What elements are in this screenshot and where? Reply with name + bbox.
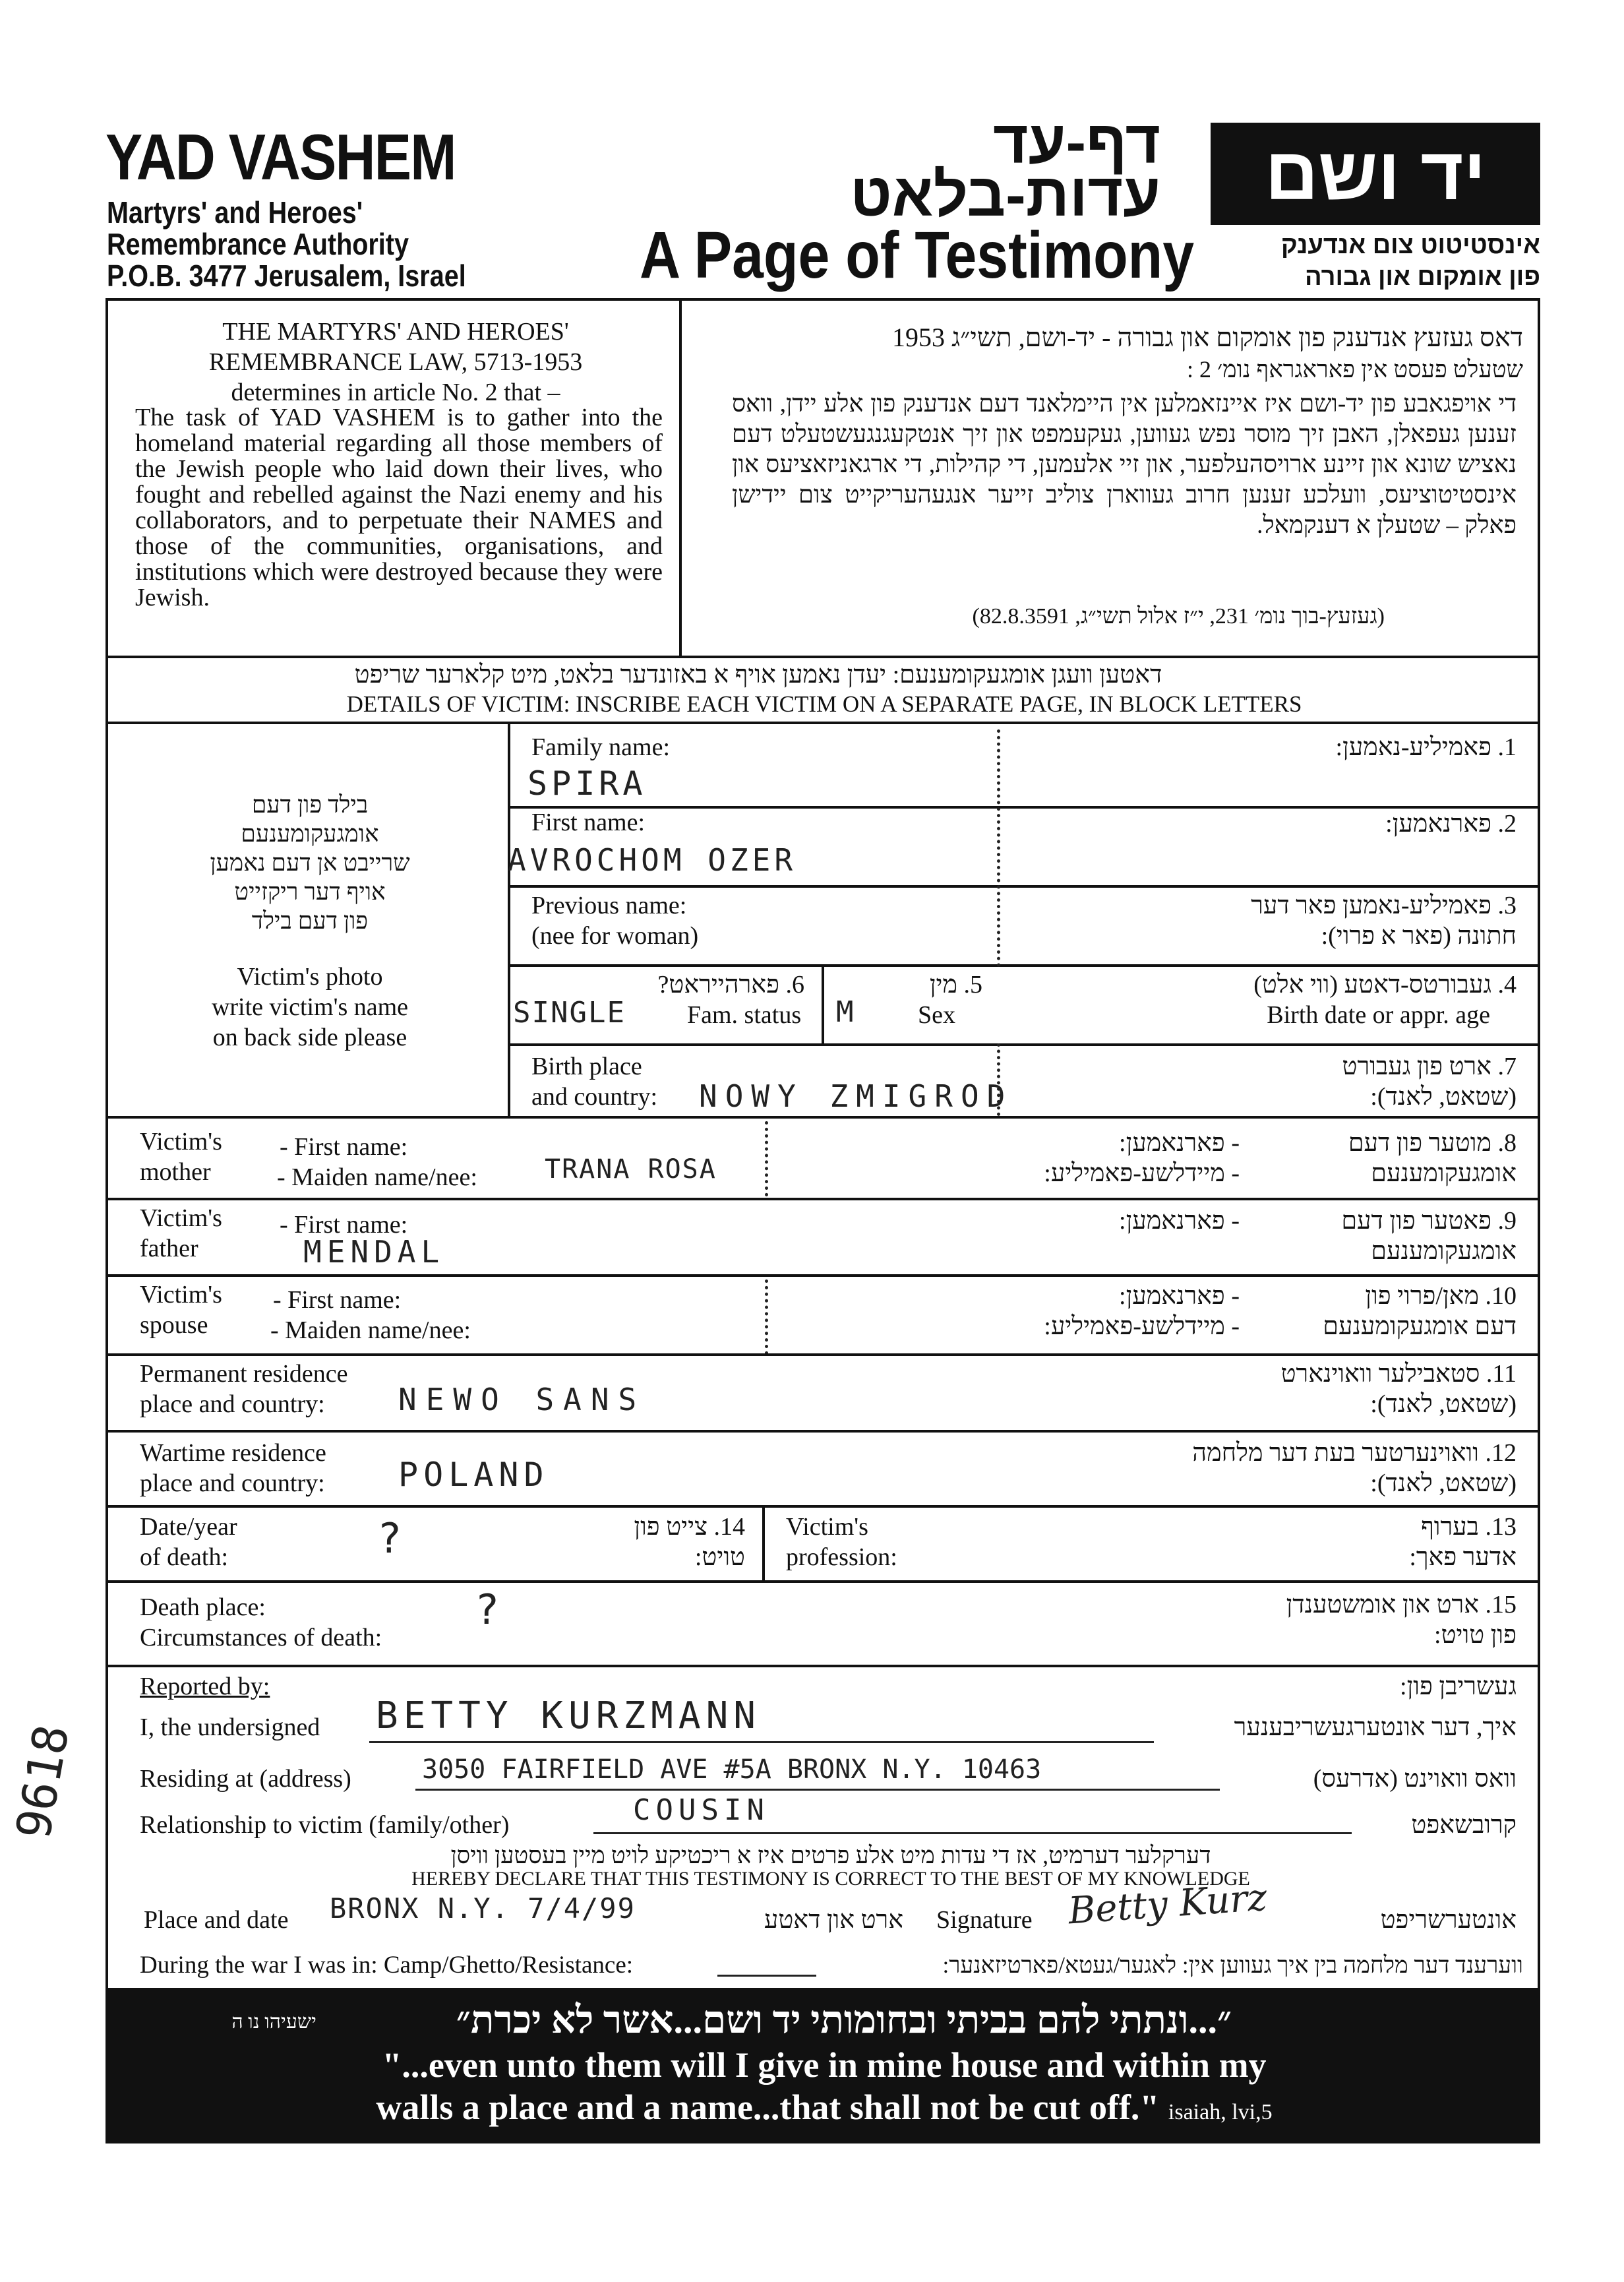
relationship-line — [593, 1832, 1352, 1834]
spouse-label — [140, 1280, 222, 1340]
photo-en-2: write victim's name — [211, 993, 409, 1021]
status-sex-divider — [822, 964, 824, 1043]
dotted-divider-4 — [765, 1280, 768, 1355]
spouse-label-1: Victim's — [140, 1281, 222, 1309]
mother-maiden-label: - Maiden name/nee: — [277, 1163, 477, 1191]
footer-heb-quote: ״...ונתתי להם בביתי ובחומותי יד ושם...אשר לא יכרת״ — [456, 1998, 1232, 2041]
law-heb-sub: שטעלט פעסט אין פאראגראף נומ׳ 2 : — [1186, 356, 1523, 383]
undersigned-value: BETTY KURZMANN — [376, 1694, 762, 1737]
row-line-14 — [105, 1665, 1540, 1667]
undersigned-heb: איך, דער אונטערגעשריבענער — [1234, 1713, 1517, 1741]
address-heb: וואס וואוינט (אדרעס) — [1313, 1765, 1517, 1793]
mother-fields — [277, 1132, 477, 1192]
birth-place-heb — [1029, 1051, 1517, 1112]
profession-label-1: Victim's — [786, 1513, 868, 1541]
death-date-heb-1: 14. צייט פון — [634, 1513, 745, 1541]
status-heb: 6. פארהייראט? — [657, 971, 804, 999]
father-heb-1: 9. פאטער פון דעם — [1341, 1207, 1517, 1235]
org-address: P.O.B. 3477 Jerusalem, Israel — [107, 259, 466, 293]
family-name-heb: 1. פאמיליע-נאמען: — [1335, 733, 1517, 761]
details-heading-heb: דאטען וועגן אומגעקומענעם: יעדן נאמען אויף א באזונדער בלאט, מיט קלארער שריפט — [354, 661, 1162, 689]
relationship-label: Relationship to victim (family/other) — [140, 1811, 510, 1839]
org-line-2: Remembrance Authority — [107, 227, 409, 261]
row-line-9 — [105, 1274, 1540, 1277]
father-first-label: - First name: — [280, 1211, 408, 1239]
mother-maiden-heb: - מיידלשע-פאמיליע: — [1044, 1159, 1240, 1187]
place-date-heb: ארט און דאטע — [764, 1906, 903, 1934]
declaration: HEREBY DECLARE THAT THIS TESTIMONY IS CORRECT TO THE BEST OF MY KNOWLEDGE — [411, 1868, 1250, 1890]
first-name-label: First name: — [531, 809, 646, 836]
photo-divider — [508, 722, 510, 1116]
death-date-heb — [541, 1512, 745, 1572]
death-place-label — [140, 1592, 382, 1653]
profession-label — [786, 1512, 897, 1572]
footer-quote-line-2-text: walls a place and a name...that shall not be cut off." — [376, 2087, 1160, 2127]
footer-quote-ref: isaiah, lvi,5 — [1168, 2100, 1273, 2124]
mother-heb-2: אומגעקומענעם — [1371, 1159, 1517, 1187]
row-line-8 — [105, 1198, 1540, 1200]
war-residence-heb-2: (שטאט, לאנד): — [1370, 1469, 1517, 1497]
war-location-heb: ווערענד דער מלחמה בין איך געווען אין: לאגער/געטא/פארטיזאנער: — [942, 1952, 1523, 1978]
death-place-value: ? — [475, 1586, 504, 1634]
profession-heb-2: אדער פאך: — [1409, 1543, 1517, 1571]
previous-name-label-2: (nee for woman) — [531, 922, 699, 950]
war-residence-value: POLAND — [398, 1456, 549, 1494]
spouse-label-2: spouse — [140, 1311, 208, 1339]
logo-subtitle-2: פון אומקום און גבורה — [1305, 263, 1540, 291]
photo-instructions — [125, 962, 495, 1053]
perm-residence-heb-1: 11. סטאבילער וואוינארט — [1280, 1360, 1517, 1388]
war-residence-heb-1: 12. וואוינערטער בעת דער מלחמה — [1192, 1439, 1517, 1467]
death-date-value: ? — [377, 1514, 406, 1562]
mother-label — [140, 1126, 222, 1187]
law-heb-body: די אויפגאבע פון יד-ושם איז איינזאמלען אין היימלאנד דעם אנדענק פון אלע יידן, וואס זענען געפאלן, האבן זיך מוסר נפש געווען, געקעמפט און זיך אנטקעגנגעשטעלט דעם נאציש שונא און זיינע ארויסהעלפער, און זיי אלעמען, די קהילות, די ארגאניזאציעס און אינסטיטוציעס, וועלכע זענען חרוב געווארן צוליב זייער אנגעהעריקייט צום יידישן פאלק – שטעלן א דענקמאל. — [732, 390, 1517, 539]
details-heading: DETAILS OF VICTIM: INSCRIBE EACH VICTIM ON A SEPARATE PAGE, IN BLOCK LETTERS — [346, 691, 1302, 717]
photo-heb-3: שרייבט אן דעם נאמען — [210, 849, 410, 876]
death-date-label-1: Date/year — [140, 1513, 237, 1541]
birth-place-label-1: Birth place — [531, 1053, 642, 1080]
death-place-label-2: Circumstances of death: — [140, 1624, 382, 1651]
spouse-maiden-label: - Maiden name/nee: — [270, 1316, 471, 1344]
death-date-heb-2: טויט: — [694, 1543, 745, 1571]
status-label: Fam. status — [687, 1001, 802, 1029]
relationship-value: COUSIN — [633, 1793, 769, 1827]
birth-place-label-2: and country: — [531, 1083, 658, 1111]
family-name-value: SPIRA — [527, 764, 647, 803]
footer-quote-line-2 — [145, 2085, 1503, 2134]
perm-residence-heb-2: (שטאט, לאנד): — [1370, 1390, 1517, 1418]
sex-heb: 5. מין — [929, 971, 982, 999]
perm-residence-heb — [1029, 1359, 1517, 1419]
perm-residence-label — [140, 1359, 347, 1419]
law-title-2: REMEMBRANCE LAW, 5713-1953 — [208, 348, 583, 376]
photo-en-1: Victim's photo — [237, 963, 383, 991]
signature-heb: אונטערשריפט — [1380, 1906, 1517, 1934]
death-place-heb-1: 15. ארט און אומשטענדן — [1286, 1591, 1517, 1619]
row-line-10 — [105, 1353, 1540, 1356]
row-line-11 — [105, 1430, 1540, 1433]
previous-name-heb — [1029, 890, 1517, 951]
page-title: A Page of Testimony — [640, 218, 1195, 292]
address-value: 3050 FAIRFIELD AVE #5A BRONX N.Y. 10463 — [422, 1754, 1042, 1785]
logo-subtitle-1: אינסטיטוט צום אנדענק — [1280, 231, 1540, 259]
first-name-value: AVROCHOM OZER — [508, 842, 797, 878]
father-heb — [1253, 1206, 1517, 1266]
undersigned-label: I, the undersigned — [140, 1713, 320, 1741]
row-line-13 — [105, 1580, 1540, 1583]
previous-name-heb-2: חתונה (פאר א פרוי): — [1321, 922, 1517, 950]
signature-label: Signature — [936, 1906, 1033, 1934]
law-body: The task of YAD VASHEM is to gather into the homeland material regarding all those members of the Jewish people who laid down their lives, who fought and rebelled against the Nazi enemy and his collaborators, and to perpetuate their NAMES and those of the communities, organisations, and institutions which were destroyed because they were Jewish. — [135, 404, 663, 611]
law-heb-title: דאס געזעץ אנדענק פון אומקום און גבורה - יד-ושם, תשי״ג 1953 — [892, 323, 1523, 352]
previous-name-label-1: Previous name: — [531, 892, 687, 919]
law-title-1: THE MARTYRS' AND HEROES' — [222, 318, 569, 346]
spouse-first-label: - First name: — [273, 1286, 402, 1314]
mother-heb — [1253, 1128, 1517, 1188]
perm-residence-label-2: place and country: — [140, 1390, 325, 1418]
father-value: MENDAL — [303, 1234, 445, 1270]
status-value: SINGLE — [513, 996, 626, 1030]
profession-label-2: profession: — [786, 1543, 897, 1571]
previous-name-label — [531, 890, 698, 951]
spouse-heb-1: 10. מאן/פרוי פון — [1365, 1282, 1517, 1310]
margin-note: 9618 — [5, 1720, 80, 1843]
photo-heb-4: אויף דער ריקזייט — [234, 879, 386, 905]
father-first-heb: - פארנאמען: — [1119, 1207, 1240, 1235]
birth-place-heb-2: (שטאט, לאנד): — [1370, 1083, 1517, 1111]
dotted-divider-1 — [997, 729, 1000, 967]
mother-label-2: mother — [140, 1158, 211, 1186]
mother-label-1: Victim's — [140, 1128, 222, 1156]
place-date-value: BRONX N.Y. 7/4/99 — [330, 1892, 636, 1925]
photo-instructions-heb — [125, 790, 495, 935]
signature-value: Betty Kurz — [1067, 1876, 1269, 1933]
declaration-heb: דערקלער דערמיט, אז די עדות מיט אלע פרטים איז א ריכטיקע לויט מיין בעסטען וויסן — [450, 1842, 1211, 1868]
row-line-4 — [508, 1043, 1540, 1046]
org-name: YAD VASHEM — [105, 121, 456, 193]
previous-name-heb-1: 3. פאמיליע-נאמען פאר דער — [1251, 892, 1517, 919]
birth-date-heb: 4. געבורטס-דאטע (ווי אלט) — [1253, 971, 1517, 999]
spouse-heb-fields — [910, 1281, 1240, 1341]
war-residence-label-1: Wartime residence — [140, 1439, 326, 1467]
org-line-1: Martyrs' and Heroes' — [107, 195, 363, 230]
photo-heb-5: פון דעם בילד — [251, 908, 369, 934]
photo-heb-1: בילד פון דעם — [251, 791, 369, 818]
dotted-divider-3 — [765, 1121, 768, 1196]
reported-by-label: Reported by: — [140, 1673, 270, 1700]
profession-heb-1: 13. בערוף — [1421, 1513, 1517, 1541]
war-location-line — [717, 1975, 816, 1977]
mother-heb-1: 8. מוטער פון דעם — [1348, 1129, 1517, 1157]
place-date-label: Place and date — [144, 1906, 289, 1934]
title-yiddish-1: דף-עד — [993, 109, 1160, 176]
relationship-heb: קרובשאפט — [1411, 1811, 1517, 1839]
row-line-3 — [508, 964, 1540, 967]
yad-vashem-logo: יד ושם — [1211, 123, 1540, 225]
perm-residence-value: NEWO SANS — [398, 1382, 646, 1417]
spouse-heb — [1240, 1281, 1517, 1341]
law-divider — [679, 298, 682, 657]
death-place-label-1: Death place: — [140, 1593, 266, 1621]
spouse-maiden-heb: - מיידלשע-פאמיליע: — [1044, 1312, 1240, 1340]
mother-first-label: - First name: — [280, 1133, 408, 1161]
death-date-label — [140, 1512, 237, 1572]
details-line — [105, 722, 1540, 724]
row-line-7 — [105, 1116, 1540, 1119]
footer-quote-line-1: "...even unto them will I give in mine house and within my — [382, 2045, 1267, 2085]
row-line-12 — [105, 1505, 1540, 1508]
birth-place-label — [531, 1051, 657, 1112]
birth-place-heb-1: 7. ארט פון געבורט — [1342, 1053, 1517, 1080]
father-label — [140, 1203, 222, 1264]
mother-heb-fields — [910, 1128, 1240, 1188]
photo-en-3: on back side please — [212, 1024, 407, 1051]
family-name-label: Family name: — [531, 733, 671, 761]
war-residence-label-2: place and country: — [140, 1469, 325, 1497]
death-place-heb — [1029, 1589, 1517, 1650]
death-date-label-2: of death: — [140, 1543, 229, 1571]
mother-value: TRANA ROSA — [545, 1154, 717, 1185]
spouse-heb-2: דעם אומגעקומענעם — [1323, 1312, 1517, 1340]
law-heb-ref: (געזעץ-בוך נומ׳ 231, י״ז אלול תשי״ג, 82.8.3591) — [972, 604, 1385, 629]
spouse-first-heb: - פארנאמען: — [1119, 1282, 1240, 1310]
perm-residence-label-1: Permanent residence — [140, 1360, 348, 1388]
profession-heb — [1160, 1512, 1517, 1572]
father-label-2: father — [140, 1235, 198, 1262]
law-bottom-line — [105, 656, 1540, 658]
reported-by-heb: געשריבן פון: — [1400, 1673, 1517, 1700]
address-line — [415, 1789, 1220, 1791]
photo-heb-2: אומגעקומענעם — [241, 820, 379, 847]
first-name-heb: 2. פארנאמען: — [1385, 810, 1517, 838]
address-label: Residing at (address) — [140, 1765, 351, 1793]
sex-value: M — [836, 995, 858, 1029]
law-title-3: determines in article No. 2 that – — [231, 379, 560, 406]
birth-place-value: NOWY ZMIGROD — [699, 1078, 1013, 1114]
undersigned-line — [369, 1741, 1154, 1743]
sex-label: Sex — [918, 1001, 955, 1029]
mother-first-heb: - פארנאמען: — [1119, 1129, 1240, 1157]
father-label-1: Victim's — [140, 1204, 222, 1232]
date-profession-divider — [762, 1505, 765, 1580]
spouse-fields — [270, 1285, 471, 1345]
title-yiddish-2: עדות-בלאט — [850, 162, 1160, 229]
footer-heb-ref: ישעיהו נו ה — [231, 2011, 316, 2033]
law-title — [125, 317, 666, 408]
birth-date-label: Birth date or appr. age — [1267, 1001, 1490, 1029]
death-place-heb-2: פון טויט: — [1434, 1621, 1517, 1649]
father-heb-2: אומגעקומענעם — [1371, 1237, 1517, 1265]
war-residence-heb — [1029, 1438, 1517, 1498]
war-residence-label — [140, 1438, 326, 1498]
row-line-2 — [508, 885, 1540, 888]
war-location-label: During the war I was in: Camp/Ghetto/Resistance: — [140, 1952, 634, 1979]
